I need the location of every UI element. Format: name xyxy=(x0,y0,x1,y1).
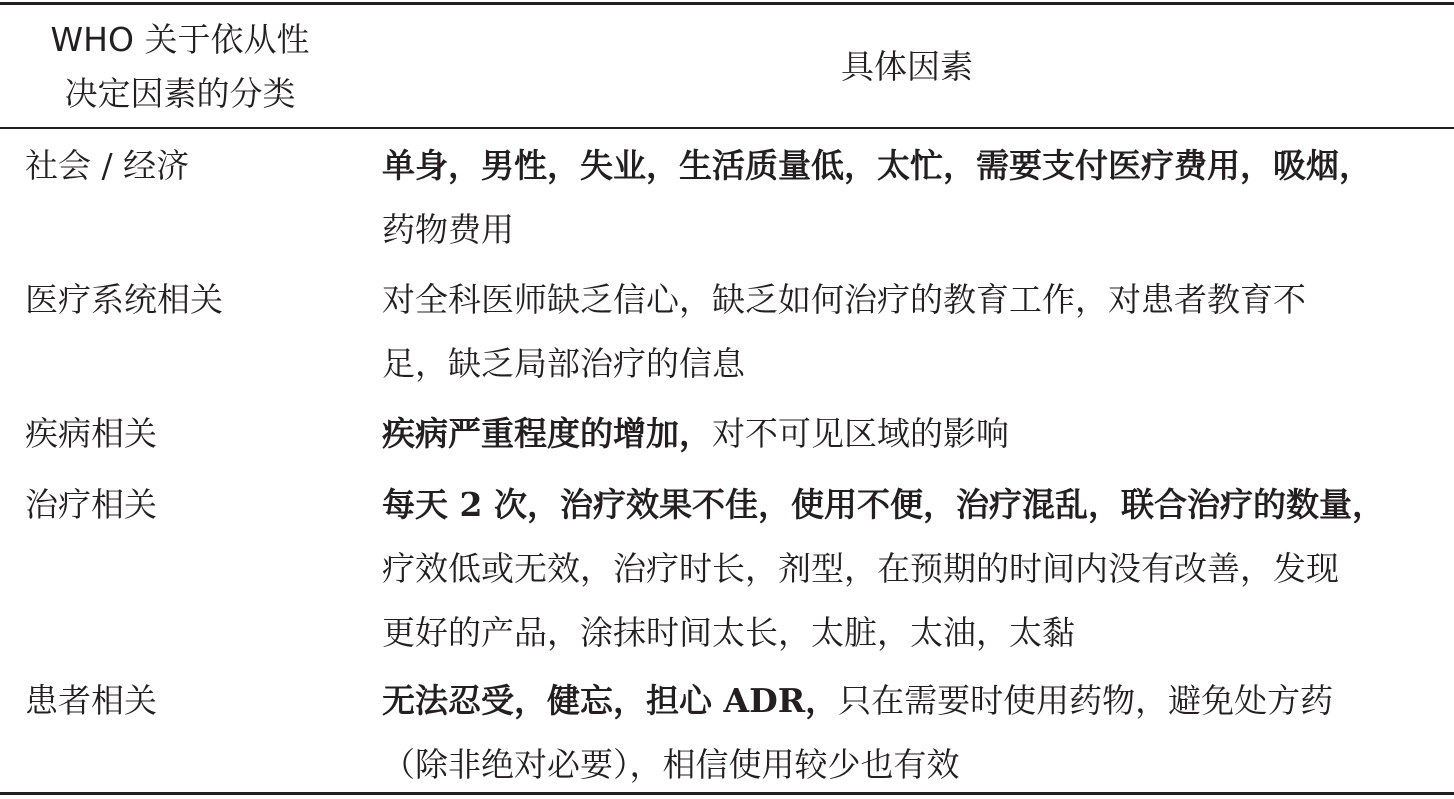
factor-line xyxy=(382,198,1432,262)
factor-text: 疗效低或无效，治疗时长，剂型，在预期的时间内没有改善，发现 xyxy=(382,549,1339,588)
row-factors xyxy=(382,268,1432,396)
factor-line xyxy=(382,733,1432,797)
factor-line xyxy=(382,537,1432,601)
factor-text: （除非绝对必要），相信使用较少也有效 xyxy=(382,745,960,784)
factor-line xyxy=(382,332,1432,396)
table-header-rule xyxy=(0,127,1454,129)
factor-bold-text: 单身，男性，失业，生活质量低，太忙，需要支付医疗费用，吸烟， xyxy=(382,146,1372,185)
table-bottom-rule xyxy=(0,792,1454,795)
factor-line xyxy=(382,601,1432,665)
factor-line xyxy=(382,268,1432,332)
factor-text: 对不可见区域的影响 xyxy=(712,414,1009,453)
row-factors xyxy=(382,473,1432,665)
row-factors xyxy=(382,669,1432,797)
table-top-rule xyxy=(0,2,1454,5)
row-category: 治疗相关 xyxy=(25,485,157,524)
header-category-line2: 决定因素的分类 xyxy=(64,74,296,113)
factor-text: 足，缺乏局部治疗的信息 xyxy=(382,344,745,383)
factor-line xyxy=(382,669,1432,733)
row-category: 疾病相关 xyxy=(25,414,157,453)
factor-text: 药物费用 xyxy=(382,210,514,249)
row-category: 医疗系统相关 xyxy=(25,280,223,319)
factor-bold-text: 无法忍受，健忘，担心 ADR， xyxy=(382,681,839,720)
row-category: 患者相关 xyxy=(25,681,157,720)
factor-line xyxy=(382,134,1432,198)
factor-bold-text: 疾病严重程度的增加， xyxy=(382,414,712,453)
factor-bold-text: 每天 2 次，治疗效果不佳，使用不便，治疗混乱，联合治疗的数量， xyxy=(382,485,1385,524)
factor-text: 对全科医师缺乏信心，缺乏如何治疗的教育工作，对患者教育不 xyxy=(382,280,1306,319)
factor-line xyxy=(382,473,1432,537)
row-category: 社会 / 经济 xyxy=(25,146,190,185)
row-factors xyxy=(382,402,1432,466)
factor-text: 只在需要时使用药物，避免处方药 xyxy=(838,681,1334,720)
factor-text: 更好的产品，涂抹时间太长，太脏，太油，太黏 xyxy=(382,613,1075,652)
row-factors xyxy=(382,134,1432,262)
header-category-line1: WHO 关于依从性 xyxy=(50,20,310,59)
header-category xyxy=(0,13,360,121)
factor-line xyxy=(382,402,1432,466)
header-factors: 具体因素 xyxy=(841,47,973,86)
